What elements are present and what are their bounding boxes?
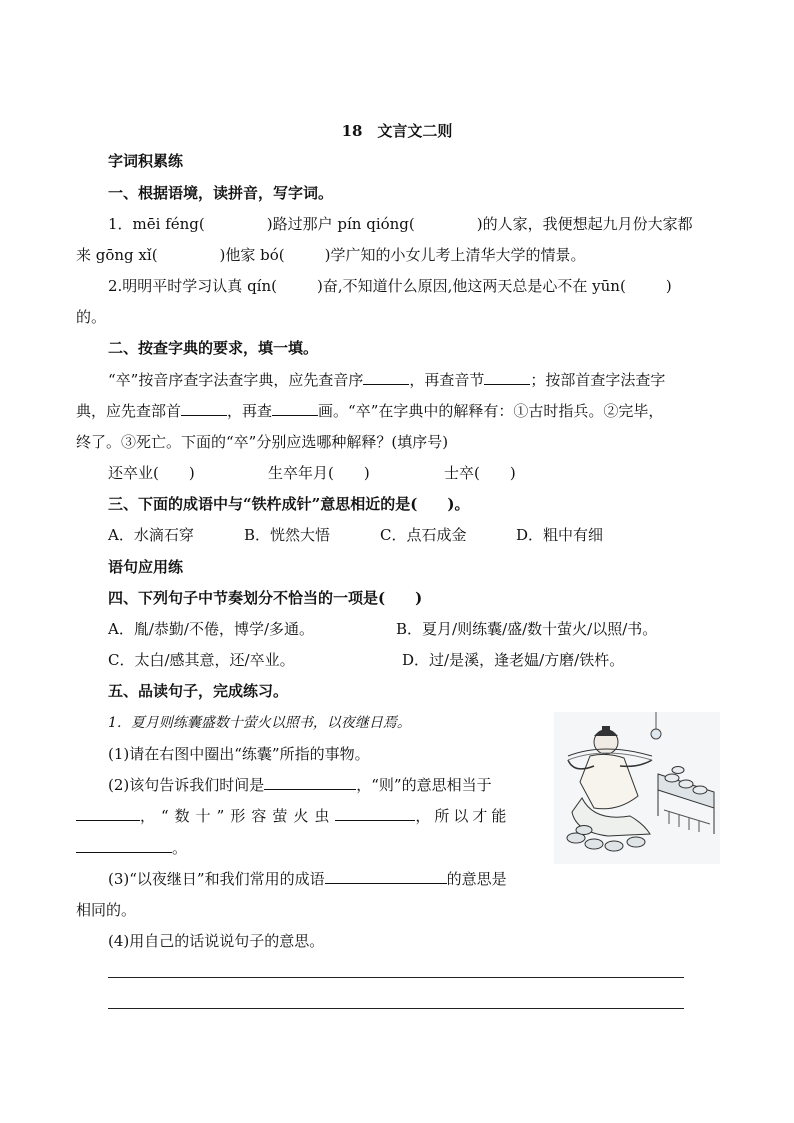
question-2-item[interactable]: 生卒年月( )	[268, 464, 370, 482]
question-1-line-3	[108, 276, 672, 296]
q2-text: 画。“卒”在字典中的解释有：①古时指兵。②完毕，	[318, 402, 664, 420]
section-heading-vocabulary: 字词积累练	[108, 152, 184, 170]
answer-blank[interactable]	[325, 869, 447, 884]
question-5-sub-2-line-3	[76, 838, 187, 858]
question-5-heading: 五、品读句子，完成练习。	[108, 682, 289, 700]
q1-text: )	[665, 277, 672, 295]
question-5-sub-4: (4)用自己的话说说句子的意思。	[108, 932, 325, 950]
answer-blank[interactable]	[264, 775, 356, 790]
q2-text: ，再查音节	[409, 371, 485, 389]
question-1-line-2	[76, 245, 586, 265]
q5-text: 的意思是	[446, 870, 507, 888]
page-title: 18 文言文二则	[341, 122, 453, 140]
answer-blank[interactable]	[484, 370, 530, 385]
q5-text: ，所以才能	[415, 807, 511, 825]
section-heading-sentence: 语句应用练	[108, 558, 184, 576]
q1-text: 1．mēi féng(	[108, 215, 205, 233]
question-5-sentence: 1．夏月则练囊盛数十萤火以照书，以夜继日焉。	[108, 715, 411, 731]
question-2-item[interactable]: 士卒( )	[444, 464, 516, 482]
answer-blank[interactable]	[76, 838, 172, 853]
question-4-option-d[interactable]: D．过/是溪，逢老媪/方磨/铁杵。	[402, 651, 625, 669]
question-5-sub-1: (1)请在右图中圈出“练囊”所指的事物。	[108, 745, 370, 763]
question-5-sub-2-line-1	[108, 775, 492, 795]
question-2-line-2	[76, 401, 663, 421]
q2-text: ；按部首查字法查字	[530, 371, 666, 389]
question-4-option-a[interactable]: A．胤/恭勤/不倦，博学/多通。	[108, 620, 314, 638]
question-4-option-b[interactable]: B．夏月/则练囊/盛/数十萤火/以照/书。	[396, 620, 658, 638]
q5-text: ，“则”的意思相当于	[356, 776, 492, 794]
answer-blank[interactable]	[363, 370, 409, 385]
question-3-option-a[interactable]: A．水滴石穿	[108, 526, 194, 544]
q1-text: )路过那户 pín qióng(	[266, 215, 415, 233]
question-3-heading: 三、下面的成语中与“铁杵成针”意思相近的是( )。	[108, 495, 470, 513]
question-5-sub-3	[108, 869, 507, 889]
q1-text: )奋,不知道什么原因,他这两天总是心不在 yūn(	[317, 277, 626, 295]
q1-text: )的人家，我便想起九月份大家都	[476, 215, 693, 233]
q2-text: 典，应先查部首	[76, 402, 182, 420]
answer-blank[interactable]	[335, 806, 415, 821]
question-2-item[interactable]: 还卒业( )	[108, 464, 195, 482]
answer-blank[interactable]	[181, 401, 227, 416]
question-3-option-c[interactable]: C．点石成金	[380, 526, 467, 544]
scholar-reading-illustration	[554, 712, 720, 864]
q1-text: )他家 bó(	[219, 246, 285, 264]
q2-text: “卒”按音序查字法查字典，应先查音序	[108, 371, 364, 389]
question-1-line-4: 的。	[76, 308, 107, 326]
q1-text: 来 gōng xǐ(	[76, 246, 158, 264]
q5-text: (3)“以夜继日”和我们常用的成语	[108, 870, 325, 888]
question-4-option-c[interactable]: C．太白/感其意，还/卒业。	[108, 651, 295, 669]
question-1-heading: 一、根据语境，读拼音，写字词。	[108, 184, 334, 202]
answer-line[interactable]	[108, 977, 684, 978]
q2-text: ，再查	[227, 402, 273, 420]
question-5-sub-3-cont: 相同的。	[76, 901, 137, 919]
question-2-line-1	[108, 370, 665, 390]
question-5-sub-2-line-2	[76, 806, 510, 826]
question-3-option-b[interactable]: B．恍然大悟	[244, 526, 331, 544]
q1-text: )学广知的小女儿考上清华大学的情景。	[324, 246, 586, 264]
answer-blank[interactable]	[76, 806, 140, 821]
answer-blank[interactable]	[272, 401, 318, 416]
q5-text: 。	[172, 839, 188, 857]
question-3-option-d[interactable]: D．粗中有细	[516, 526, 604, 544]
q5-text: ，“数十”形容萤火虫	[140, 807, 336, 825]
question-2-line-3: 终了。③死亡。下面的“卒”分别应选哪种解释？(填序号)	[76, 433, 449, 451]
answer-line[interactable]	[108, 1008, 684, 1009]
question-1-line-1	[108, 214, 693, 234]
q1-text: 2.明明平时学习认真 qín(	[108, 277, 277, 295]
question-4-heading: 四、下列句子中节奏划分不恰当的一项是( )	[108, 589, 423, 607]
question-2-heading: 二、按查字典的要求，填一填。	[108, 339, 319, 357]
q5-text: (2)该句告诉我们时间是	[108, 776, 265, 794]
